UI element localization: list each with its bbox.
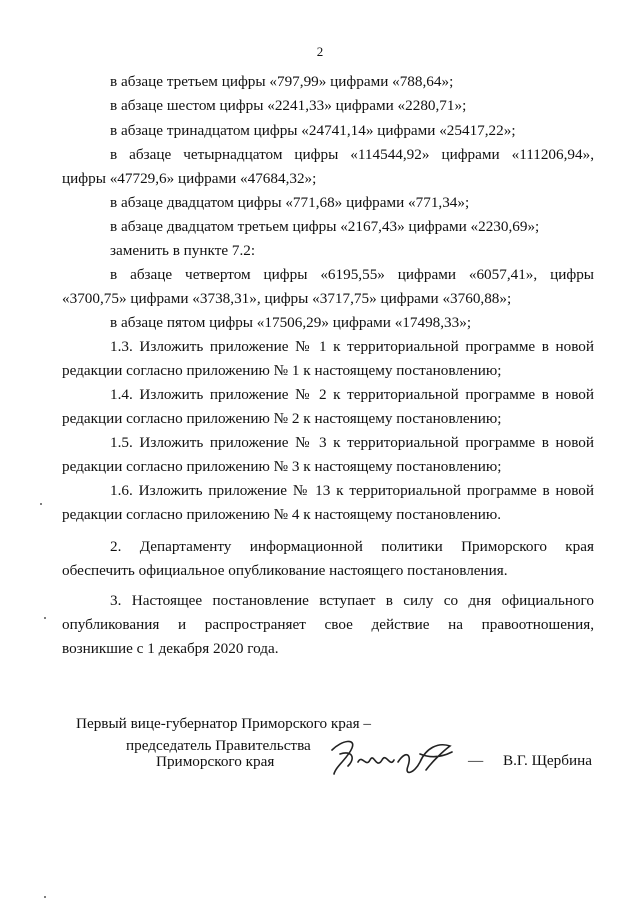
paragraph-line: цифры «47729,6» цифрами «47684,32»; xyxy=(62,170,317,187)
paragraph-line: в абзаце шестом цифры «2241,33» цифрами «2280,71»; xyxy=(110,97,467,114)
paragraph-line: редакции согласно приложению № 2 к настоящему постановлению; xyxy=(62,410,502,427)
paragraph-line: в абзаце тринадцатом цифры «24741,14» цифрами «25417,22»; xyxy=(110,122,516,139)
paragraph-line: редакции согласно приложению № 3 к настоящему постановлению; xyxy=(62,458,502,475)
paragraph-line: 2. Департаменту информационной политики Приморского края xyxy=(110,538,594,555)
page-number: 2 xyxy=(316,44,324,59)
paragraph-line: в абзаце двадцатом цифры «771,68» цифрами «771,34»; xyxy=(110,194,470,211)
scan-speck xyxy=(40,503,42,505)
paragraph-line: опубликования и распространяет свое действие на правоотношения, xyxy=(62,616,594,633)
paragraph-line: в абзаце четвертом цифры «6195,55» цифрами «6057,41», цифры xyxy=(110,266,594,283)
signatory-title-line3: Приморского края xyxy=(156,753,275,770)
paragraph-line: редакции согласно приложению № 4 к настоящему постановлению. xyxy=(62,506,502,523)
paragraph-line: 1.5. Изложить приложение № 3 к территориальной программе в новой xyxy=(110,434,594,451)
paragraph-line: редакции согласно приложению № 1 к настоящему постановлению; xyxy=(62,362,502,379)
paragraph-line: в абзаце пятом цифры «17506,29» цифрами «17498,33»; xyxy=(110,314,472,331)
paragraph-line: в абзаце третьем цифры «797,99» цифрами «788,64»; xyxy=(110,73,454,90)
scan-speck xyxy=(44,617,46,619)
paragraph-line: в абзаце двадцатом третьем цифры «2167,43» цифрами «2230,69»; xyxy=(110,218,540,235)
paragraph-line: заменить в пункте 7.2: xyxy=(110,242,256,259)
signatory-name: В.Г. Щербина xyxy=(503,752,592,769)
paragraph-line: возникшие с 1 декабря 2020 года. xyxy=(62,640,279,657)
paragraph-line: «3700,75» цифрами «3738,31», цифры «3717,75» цифрами «3760,88»; xyxy=(62,290,512,307)
paragraph-line: 1.3. Изложить приложение № 1 к территориальной программе в новой xyxy=(110,338,594,355)
paragraph-line: 3. Настоящее постановление вступает в силу со дня официального xyxy=(110,592,594,609)
paragraph-line: 1.6. Изложить приложение № 13 к территориальной программе в новой xyxy=(110,482,594,499)
scan-speck xyxy=(44,896,46,898)
signatory-title-line1: Первый вице-губернатор Приморского края – xyxy=(76,715,371,732)
signatory-title-line2: председатель Правительства xyxy=(126,737,311,754)
paragraph-line: обеспечить официальное опубликование настоящего постановления. xyxy=(62,562,508,579)
handwritten-signature xyxy=(322,732,462,782)
paragraph-line: в абзаце четырнадцатом цифры «114544,92» цифрами «111206,94», xyxy=(110,146,594,163)
paragraph-line: 1.4. Изложить приложение № 2 к территориальной программе в новой xyxy=(110,386,594,403)
signature-dash: — xyxy=(468,752,484,769)
